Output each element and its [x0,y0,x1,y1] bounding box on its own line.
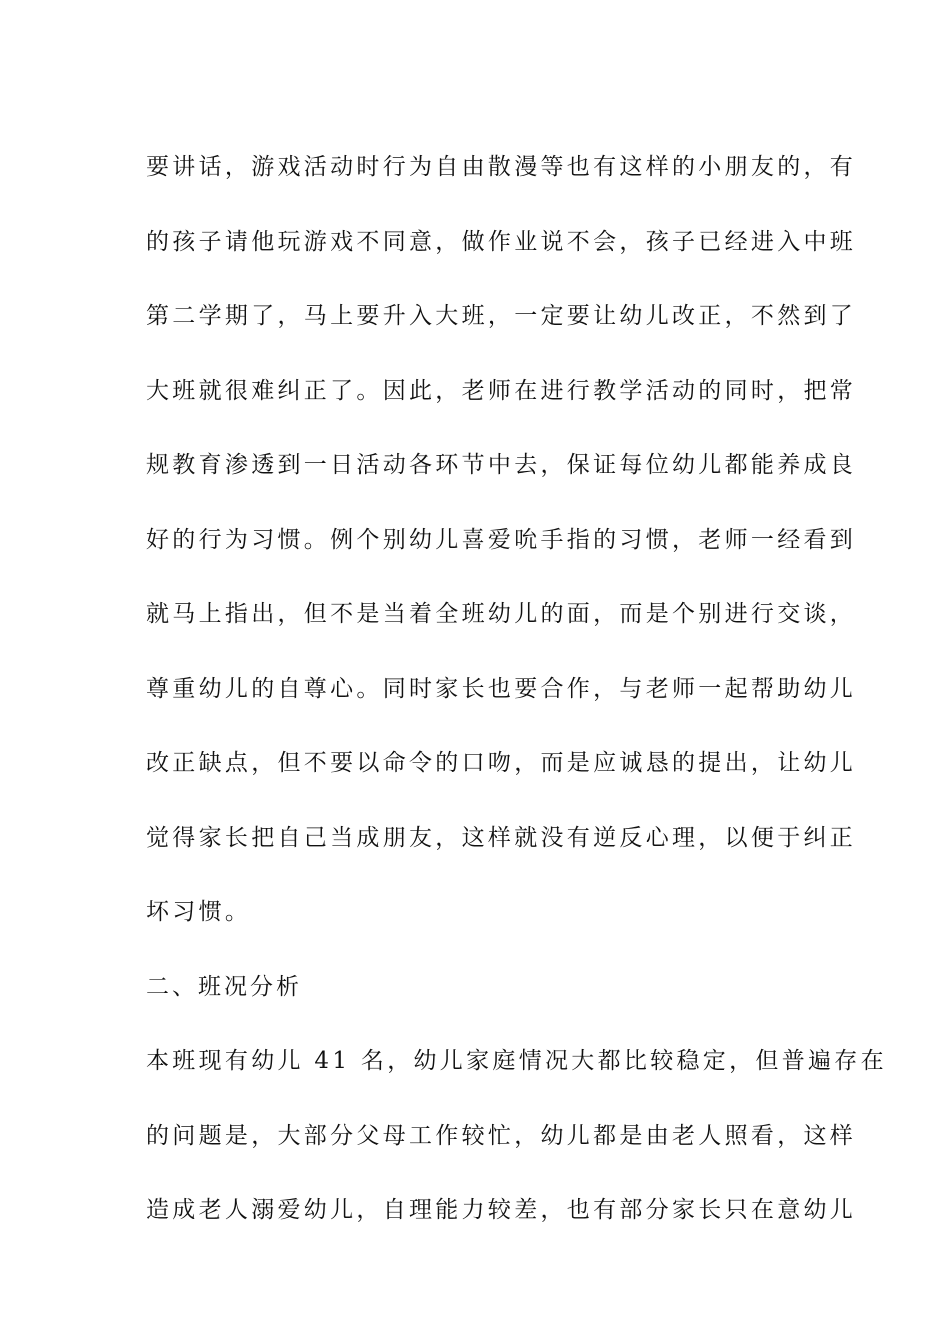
paragraph-line: 好的行为习惯。例个别幼儿喜爱吮手指的习惯，老师一经看到 [146,526,857,553]
paragraph-line: 本班现有幼儿 41 名，幼儿家庭情况大都比较稳定，但普遍存在 [146,1048,887,1074]
paragraph-line: 觉得家长把自己当成朋友，这样就没有逆反心理，以便于纠正 [146,824,857,851]
paragraph-line: 坏习惯。 [146,899,252,925]
paragraph-line: 第二学期了，马上要升入大班，一定要让幼儿改正，不然到了 [146,303,857,329]
paragraph-line: 造成老人溺爱幼儿，自理能力较差，也有部分家长只在意幼儿 [146,1197,857,1223]
body-text [146,130,887,1248]
paragraph-line: 的问题是，大部分父母工作较忙，幼儿都是由老人照看，这样 [146,1122,857,1149]
paragraph-line: 大班就很难纠正了。因此，老师在进行教学活动的同时，把常 [146,377,857,404]
section-heading: 二、班况分析 [146,973,302,1000]
paragraph-line: 尊重幼儿的自尊心。同时家长也要合作，与老师一起帮助幼儿 [146,675,857,702]
paragraph-line: 规教育渗透到一日活动各环节中去，保证每位幼儿都能养成良 [146,452,857,478]
paragraph-line: 的孩子请他玩游戏不同意，做作业说不会，孩子已经进入中班 [146,228,857,255]
paragraph-line: 就马上指出，但不是当着全班幼儿的面，而是个别进行交谈， [146,601,857,627]
paragraph-line: 要讲话，游戏活动时行为自由散漫等也有这样的小朋友的，有 [146,154,857,180]
paragraph-line: 改正缺点，但不要以命令的口吻，而是应诚恳的提出，让幼儿 [146,750,857,776]
